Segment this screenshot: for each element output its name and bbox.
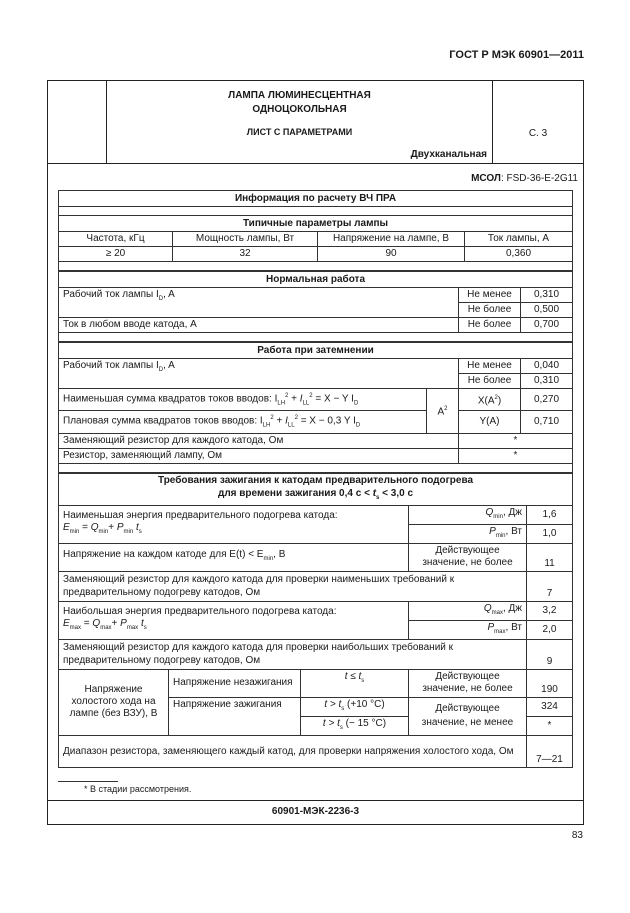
- cond-1: $t \le t_s$: [301, 669, 409, 697]
- cond-3: $t > t_s$ (− 15 °С): [301, 716, 409, 735]
- msol-label: МСОЛ: [471, 173, 501, 184]
- ocv-label: Напряжение холостого хода на лампе (без ВЗУ), В: [59, 669, 169, 735]
- p-min-label: $P_{min}$, Вт: [409, 524, 527, 543]
- resistor-cathode-label: Заменяющий резистор для каждого катода, Ом: [59, 433, 459, 448]
- voltage-cathode-value: 11: [527, 543, 573, 571]
- ocv-value-1: 190: [527, 669, 573, 697]
- dimming-max-value: 0,310: [521, 374, 573, 389]
- normal-max-value: 0,500: [521, 303, 573, 318]
- resistor-max-label: Заменяющий резистор для каждого катода для проверки наибольших требований к предварительному подогреву катодов, Ом: [59, 639, 527, 669]
- cond-2: $t > t_s$ (+10 °С): [301, 697, 409, 716]
- p-min-value: 1,0: [527, 524, 573, 543]
- q-min-label: $Q_{min}$, Дж: [409, 505, 527, 524]
- resistor-cathode-value: *: [459, 433, 573, 448]
- col-current: Ток лампы, А: [465, 232, 573, 247]
- lamp-title-line2: ОДНОЦОКОЛЬНАЯ: [252, 104, 347, 115]
- ocv-value-3: *: [527, 716, 573, 735]
- q-max-value: 3,2: [527, 601, 573, 620]
- unit-a2: $A^2$: [427, 389, 459, 434]
- q-min-value: 1,6: [527, 505, 573, 524]
- footnote-rule: [58, 781, 118, 782]
- lamp-title: [107, 89, 492, 117]
- resistor-min-label: Заменяющий резистор для каждого катода для проверки наименьших требований к предварительному подогреву катодов, Ом: [59, 571, 527, 601]
- info-title: Информация по расчету ВЧ ПРА: [59, 191, 573, 207]
- msol-designation: [471, 173, 578, 184]
- x-label: $X(A^2)$: [459, 389, 521, 411]
- col-frequency: Частота, кГц: [59, 232, 173, 247]
- q-max-label: $Q_{max}$, Дж: [409, 601, 527, 620]
- val-frequency: ≥ 20: [59, 247, 173, 262]
- y-value: 0,710: [521, 411, 573, 433]
- range-value: 7—21: [527, 735, 573, 767]
- footnote: * В стадии рассмотрения.: [84, 784, 192, 794]
- normal-min-value: 0,310: [521, 288, 573, 303]
- ignition-title: Требования зажигания к катодам предварительного подогрева для времени зажигания 0,4 $с < t_s < 3,0$ с: [59, 473, 573, 505]
- msol-value: : FSD-36-E-2G11: [500, 173, 578, 184]
- eff-label-2: Действующее значение, не менее: [409, 697, 527, 735]
- voltage-cathode-label: Напряжение на каждом катоде для $E(t) < E_{min}$, В: [59, 543, 409, 571]
- non-ignition-label: Напряжение незажигания: [169, 669, 301, 697]
- cathode-max-label: Не более: [459, 318, 521, 333]
- typical-title: Типичные параметры лампы: [59, 216, 573, 232]
- ocv-value-2: 324: [527, 697, 573, 716]
- normal-operating-current: Рабочий ток лампы $I_D$, A: [59, 288, 459, 318]
- header-right-cell: [492, 80, 584, 164]
- p-max-value: 2,0: [527, 620, 573, 639]
- dimming-min-label: Не менее: [459, 359, 521, 374]
- page-ref: С. 3: [528, 128, 548, 139]
- val-voltage: 90: [318, 247, 465, 262]
- cathode-max-value: 0,700: [521, 318, 573, 333]
- lamp-title-line1: ЛАМПА ЛЮМИНЕСЦЕНТНАЯ: [228, 90, 371, 101]
- resistor-lamp-value: *: [459, 448, 573, 463]
- normal-title: Нормальная работа: [59, 272, 573, 288]
- sum-min-row: Наименьшая сумма квадратов токов вводов: $I_{LH}^2 + I_{LL}^2 = X - Y$ $I_D$: [59, 389, 427, 411]
- val-current: 0,360: [465, 247, 573, 262]
- p-max-label: $P_{max}$, Вт: [409, 620, 527, 639]
- dimming-title: Работа при затемнении: [59, 343, 573, 359]
- header-left-cell: [47, 80, 107, 164]
- ignition-voltage-label: Напряжение зажигания: [169, 697, 301, 735]
- normal-min-label: Не менее: [459, 288, 521, 303]
- lamp-type: Двухканальная: [410, 149, 487, 160]
- standard-number: ГОСТ Р МЭК 60901—2011: [449, 49, 584, 61]
- col-voltage: Напряжение на лампе, В: [318, 232, 465, 247]
- resistor-min-value: 7: [527, 571, 573, 601]
- val-power: 32: [173, 247, 318, 262]
- energy-min-label: Наименьшая энергия предварительного подогрева катода: $E_{min} = Q_{min}+ P_{min}$ $t_s$: [59, 505, 409, 543]
- sheet-label: ЛИСТ С ПАРАМЕТРАМИ: [246, 127, 353, 137]
- dimming-max-label: Не более: [459, 374, 521, 389]
- dimming-min-value: 0,040: [521, 359, 573, 374]
- page-number: 83: [571, 830, 583, 841]
- resistor-lamp-label: Резистор, заменяющий лампу, Ом: [59, 448, 459, 463]
- col-power: Мощность лампы, Вт: [173, 232, 318, 247]
- eff-label-1: Действующее значение, не более: [409, 669, 527, 697]
- energy-max-label: Наибольшая энергия предварительного подогрева катода: $E_{max} = Q_{max}+ P_{max}$ $t_s$: [59, 601, 409, 639]
- x-value: 0,270: [521, 389, 573, 411]
- parameters-table: [58, 190, 572, 778]
- sum-plan-row: Плановая сумма квадратов токов вводов: $I_{LH}^2 + I_{LL}^2 = X - 0,3$ Y $I_D$: [59, 411, 427, 433]
- normal-max-label: Не более: [459, 303, 521, 318]
- footer-code: 60901-МЭК-2236-3: [271, 806, 360, 817]
- voltage-cathode-limit: Действующее значение, не более: [409, 543, 527, 571]
- dimming-operating-current: Рабочий ток лампы $I_D$, A: [59, 359, 459, 389]
- y-label: Y(A): [459, 411, 521, 433]
- range-label: Диапазон резистора, заменяющего каждый катод, для проверки напряжения холостого хода, Ом: [59, 735, 527, 767]
- resistor-max-value: 9: [527, 639, 573, 669]
- cathode-current-label: Ток в любом вводе катода, А: [59, 318, 459, 333]
